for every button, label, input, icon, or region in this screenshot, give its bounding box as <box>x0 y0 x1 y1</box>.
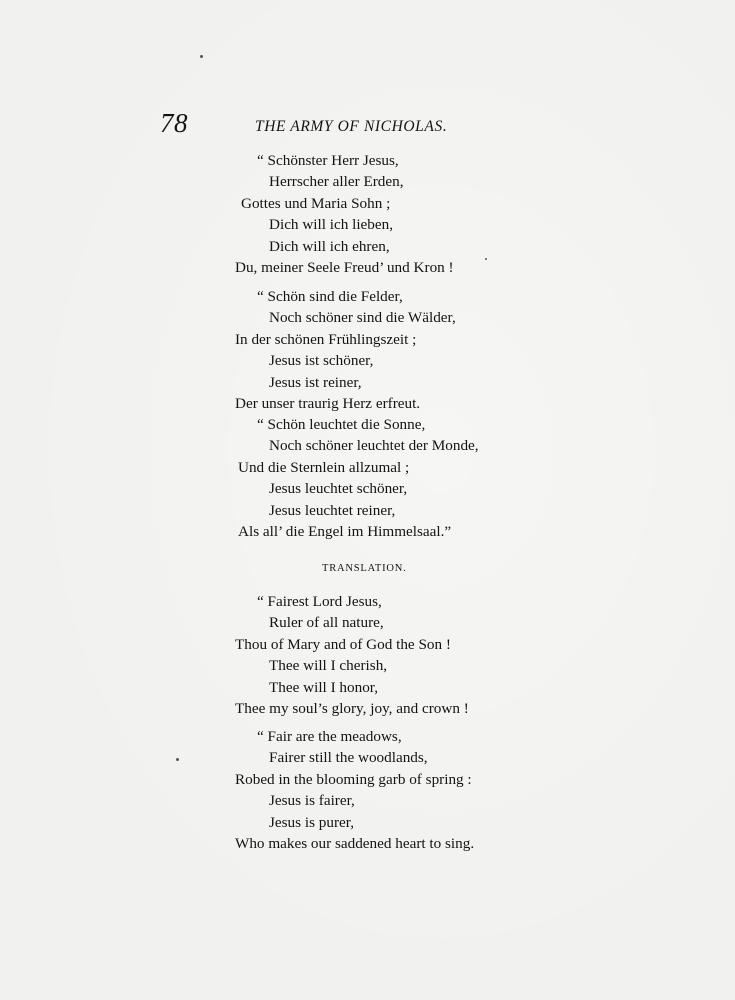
poem-line: Dich will ich lieben, <box>269 216 393 234</box>
poem-line: Thee will I honor, <box>269 678 379 696</box>
poem-line: “ Schönster Herr Jesus, <box>257 152 399 169</box>
poem-line: “ Schön leuchtet die Sonne, <box>257 416 426 433</box>
poem-line: Thee my soul’s glory, joy, and crown ! <box>235 699 469 717</box>
poem-line: Ruler of all nature, <box>269 614 384 632</box>
poem-line: Und die Sternlein allzumal ; <box>238 458 410 476</box>
paper-speck <box>485 258 487 260</box>
poem-line: Jesus leuchtet schöner, <box>269 480 408 498</box>
poem-line: In der schönen Frühlingszeit ; <box>235 330 417 348</box>
german-stanza-2 <box>235 286 565 414</box>
poem-line: Der unser traurig Herz erfreut. <box>235 394 421 412</box>
poem-line: “ Schön sind die Felder, <box>257 288 403 305</box>
poem-line: Noch schöner leuchtet der Monde, <box>269 437 479 455</box>
poem-line: Herrscher aller Erden, <box>269 173 404 191</box>
poem-line: Thou of Mary and of God the Son ! <box>235 635 451 653</box>
poem-line: Robed in the blooming garb of spring : <box>235 770 472 788</box>
poem-line: Gottes und Maria Sohn ; <box>241 194 391 212</box>
page-number: 78 <box>160 108 188 138</box>
poem-line: Dich will ich ehren, <box>269 237 390 255</box>
poem-line: Who makes our saddened heart to sing. <box>235 834 475 852</box>
poem-line: Als all’ die Engel im Himmelsaal.” <box>238 522 452 540</box>
poem-line: “ Fairest Lord Jesus, <box>257 593 382 610</box>
poem-line: Jesus is purer, <box>269 813 355 831</box>
paper-speck <box>200 55 203 58</box>
poem-line: Du, meiner Seele Freud’ und Kron ! <box>235 258 454 276</box>
english-stanza-1 <box>235 591 565 719</box>
poem-line: Jesus ist schöner, <box>269 352 374 370</box>
german-stanza-1 <box>235 150 565 278</box>
running-title: THE ARMY OF NICHOLAS. <box>255 118 448 135</box>
translation-heading: TRANSLATION. <box>322 563 407 574</box>
german-stanza-3 <box>235 414 565 542</box>
poem-line: Thee will I cherish, <box>269 657 388 675</box>
poem-line: Fairer still the woodlands, <box>269 749 428 767</box>
english-stanza-2 <box>235 726 565 854</box>
poem-line: “ Fair are the meadows, <box>257 728 402 745</box>
poem-line: Jesus is fairer, <box>269 792 355 810</box>
paper-speck <box>176 758 179 761</box>
poem-line: Jesus ist reiner, <box>269 373 362 391</box>
poem-line: Noch schöner sind die Wälder, <box>269 309 456 327</box>
poem-line: Jesus leuchtet reiner, <box>269 501 396 519</box>
